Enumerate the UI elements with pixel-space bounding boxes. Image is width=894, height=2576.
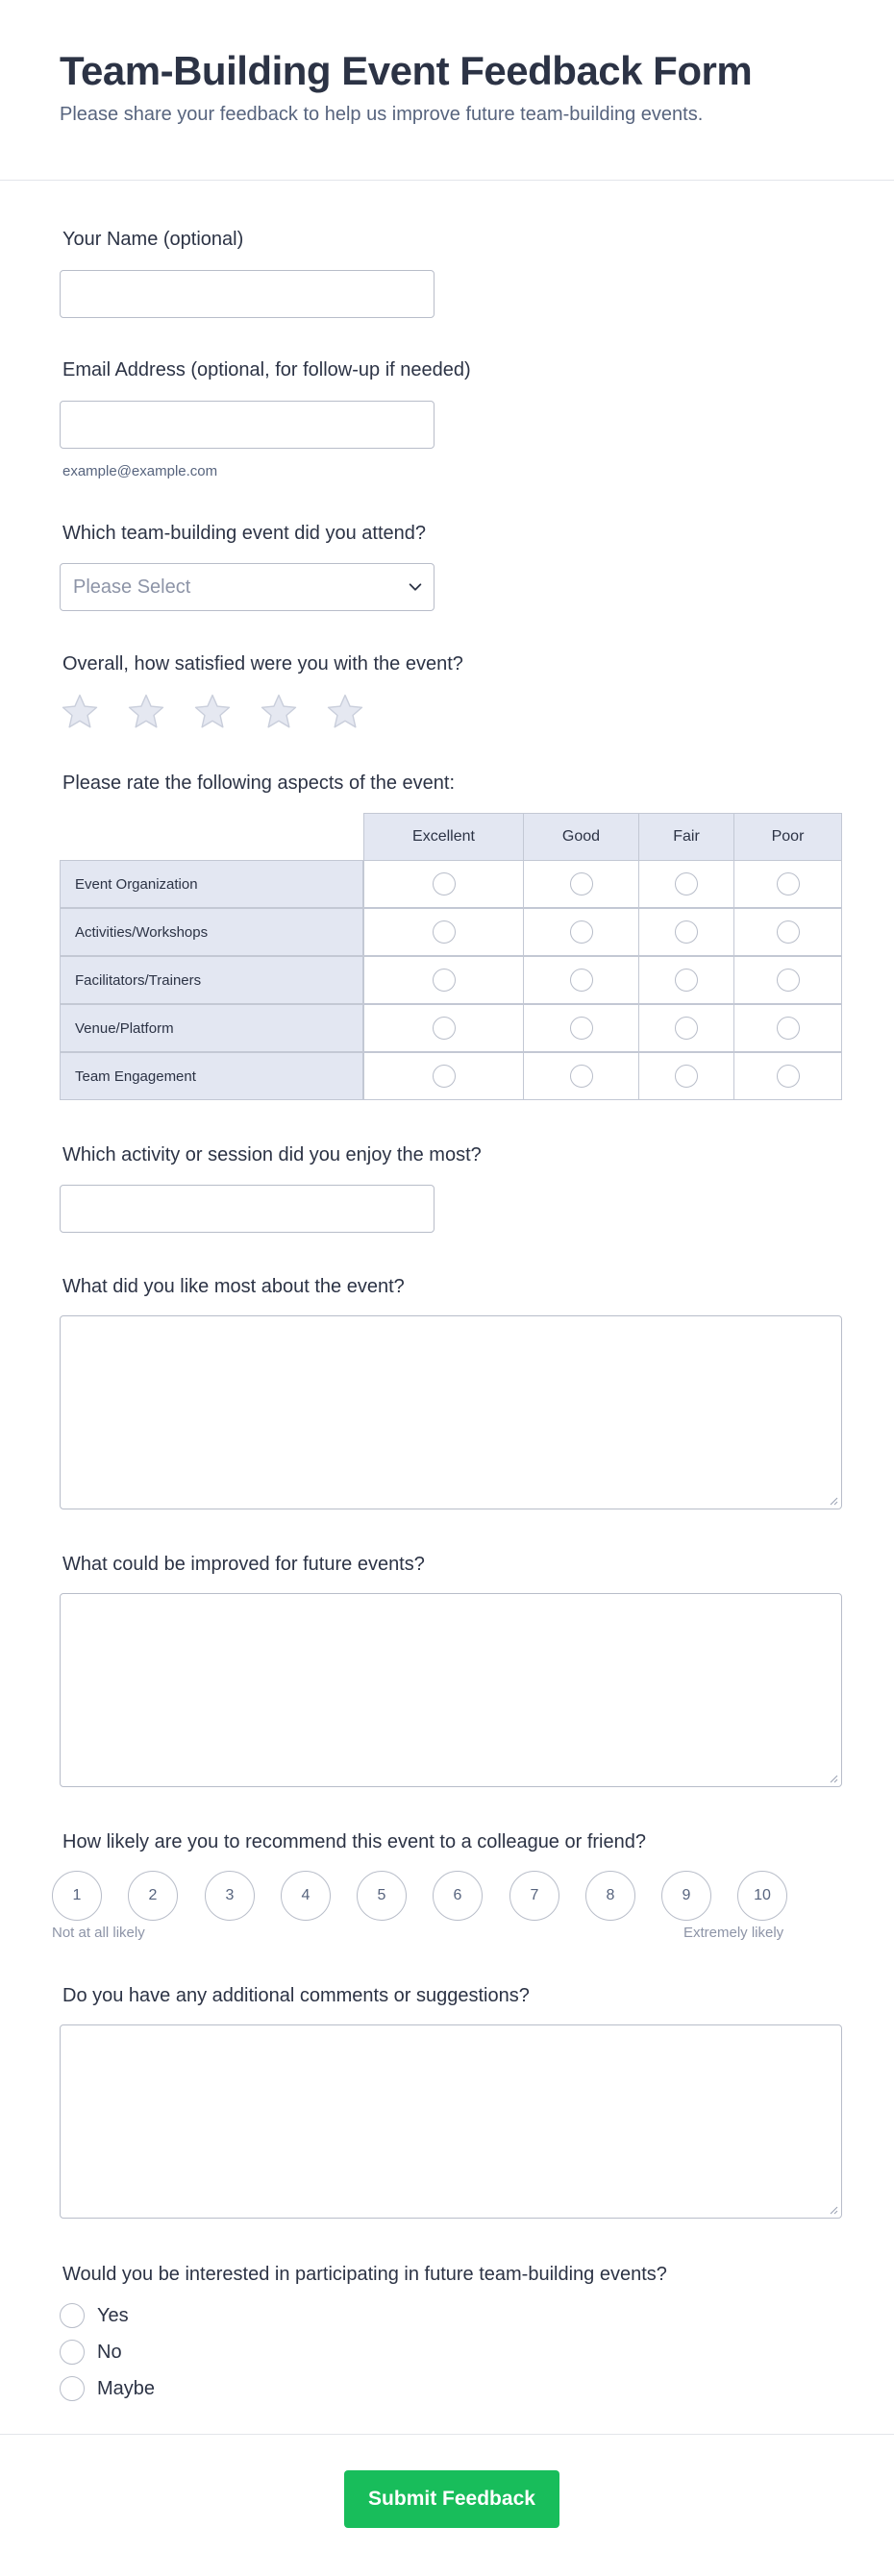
additional-comments-textarea[interactable] — [60, 2024, 842, 2219]
name-label: Your Name (optional) — [62, 229, 244, 250]
matrix-radio[interactable] — [675, 920, 698, 944]
matrix-row-label: Event Organization — [60, 860, 363, 908]
form-header — [0, 0, 894, 181]
future-interest-option-maybe[interactable] — [60, 2374, 155, 2403]
email-label: Email Address (optional, for follow-up if needed) — [62, 359, 471, 380]
scale-option-9[interactable]: 9 — [661, 1871, 711, 1921]
matrix-column-header: Good — [523, 813, 639, 861]
matrix-row-label: Facilitators/Trainers — [60, 956, 363, 1004]
scale-option-10[interactable]: 10 — [737, 1871, 787, 1921]
matrix-cell — [363, 860, 524, 908]
future-interest-option-yes[interactable] — [60, 2301, 129, 2330]
matrix-radio[interactable] — [433, 1017, 456, 1040]
liked-most-label: What did you like most about the event? — [62, 1276, 405, 1297]
matrix-cell — [733, 1052, 842, 1100]
matrix-radio[interactable] — [433, 920, 456, 944]
email-input[interactable] — [60, 401, 435, 449]
scale-high-label: Extremely likely — [683, 1925, 784, 1941]
matrix-cell — [638, 1004, 734, 1052]
event-select-placeholder: Please Select — [73, 577, 191, 598]
matrix-cell — [638, 1052, 734, 1100]
matrix-cell — [733, 860, 842, 908]
additional-comments-label: Do you have any additional comments or suggestions? — [62, 1985, 530, 2006]
matrix-radio[interactable] — [777, 872, 800, 895]
matrix-radio[interactable] — [570, 872, 593, 895]
matrix-cell — [523, 956, 639, 1004]
matrix-radio[interactable] — [777, 920, 800, 944]
star-icon[interactable] — [259, 692, 299, 732]
matrix-cell — [523, 1004, 639, 1052]
page-title: Team-Building Event Feedback Form — [60, 48, 753, 93]
scale-option-5[interactable]: 5 — [357, 1871, 407, 1921]
matrix-cell — [363, 1052, 524, 1100]
option-label: Maybe — [97, 2377, 156, 2399]
matrix-cell — [733, 956, 842, 1004]
matrix-cell — [363, 908, 524, 956]
page-subtitle: Please share your feedback to help us improve future team-building events. — [60, 104, 704, 125]
matrix-cell — [363, 1004, 524, 1052]
rating-matrix — [60, 813, 842, 1101]
scale-option-3[interactable]: 3 — [205, 1871, 255, 1921]
matrix-radio[interactable] — [777, 1065, 800, 1088]
matrix-radio[interactable] — [675, 1017, 698, 1040]
option-label: Yes — [97, 2304, 129, 2326]
improvements-textarea[interactable] — [60, 1593, 842, 1787]
star-icon[interactable] — [192, 692, 233, 732]
chevron-down-icon — [407, 578, 424, 596]
matrix-radio[interactable] — [433, 872, 456, 895]
matrix-cell — [733, 1004, 842, 1052]
option-label: No — [97, 2341, 122, 2363]
scale-option-1[interactable]: 1 — [52, 1871, 102, 1921]
star-icon[interactable] — [126, 692, 166, 732]
matrix-cell — [523, 908, 639, 956]
event-select-label: Which team-building event did you attend? — [62, 523, 427, 544]
matrix-radio[interactable] — [675, 969, 698, 992]
future-interest-option-no[interactable] — [60, 2338, 122, 2367]
recommend-label: How likely are you to recommend this event to a colleague or friend? — [62, 1831, 646, 1852]
matrix-radio[interactable] — [433, 1065, 456, 1088]
matrix-cell — [638, 956, 734, 1004]
submit-button[interactable]: Submit Feedback — [344, 2470, 559, 2528]
matrix-radio[interactable] — [433, 969, 456, 992]
scale-option-6[interactable]: 6 — [433, 1871, 483, 1921]
scale-low-label: Not at all likely — [52, 1925, 145, 1941]
matrix-cell — [523, 860, 639, 908]
matrix-row-label: Team Engagement — [60, 1052, 363, 1100]
matrix-radio[interactable] — [777, 969, 800, 992]
resize-grip-icon[interactable] — [829, 1496, 838, 1506]
resize-grip-icon[interactable] — [829, 2205, 838, 2215]
matrix-label: Please rate the following aspects of the event: — [62, 773, 456, 794]
scale-option-2[interactable]: 2 — [128, 1871, 178, 1921]
matrix-cell — [363, 956, 524, 1004]
matrix-row-label: Activities/Workshops — [60, 908, 363, 956]
radio-button[interactable] — [60, 2376, 85, 2401]
matrix-row-label: Venue/Platform — [60, 1004, 363, 1052]
matrix-radio[interactable] — [675, 872, 698, 895]
matrix-radio[interactable] — [570, 920, 593, 944]
radio-button[interactable] — [60, 2340, 85, 2365]
star-icon[interactable] — [325, 692, 365, 732]
favorite-activity-input[interactable] — [60, 1185, 435, 1233]
resize-grip-icon[interactable] — [829, 1774, 838, 1783]
favorite-activity-label: Which activity or session did you enjoy the most? — [62, 1144, 482, 1165]
radio-button[interactable] — [60, 2303, 85, 2328]
matrix-radio[interactable] — [570, 1017, 593, 1040]
matrix-radio[interactable] — [777, 1017, 800, 1040]
name-input[interactable] — [60, 270, 435, 318]
scale-option-7[interactable]: 7 — [509, 1871, 559, 1921]
matrix-cell — [638, 908, 734, 956]
matrix-cell — [523, 1052, 639, 1100]
event-select[interactable] — [60, 563, 435, 611]
matrix-column-header: Fair — [638, 813, 734, 861]
matrix-cell — [638, 860, 734, 908]
star-icon[interactable] — [60, 692, 100, 732]
scale-option-8[interactable]: 8 — [585, 1871, 635, 1921]
matrix-radio[interactable] — [570, 969, 593, 992]
matrix-radio[interactable] — [675, 1065, 698, 1088]
future-interest-label: Would you be interested in participating in future team-building events? — [62, 2264, 667, 2285]
liked-most-textarea[interactable] — [60, 1315, 842, 1509]
scale-option-4[interactable]: 4 — [281, 1871, 331, 1921]
email-sublabel: example@example.com — [62, 463, 218, 479]
matrix-column-header: Excellent — [363, 813, 524, 861]
matrix-radio[interactable] — [570, 1065, 593, 1088]
satisfaction-label: Overall, how satisfied were you with the event? — [62, 653, 463, 675]
matrix-column-header: Poor — [733, 813, 842, 861]
matrix-cell — [733, 908, 842, 956]
improvements-label: What could be improved for future events? — [62, 1554, 425, 1575]
